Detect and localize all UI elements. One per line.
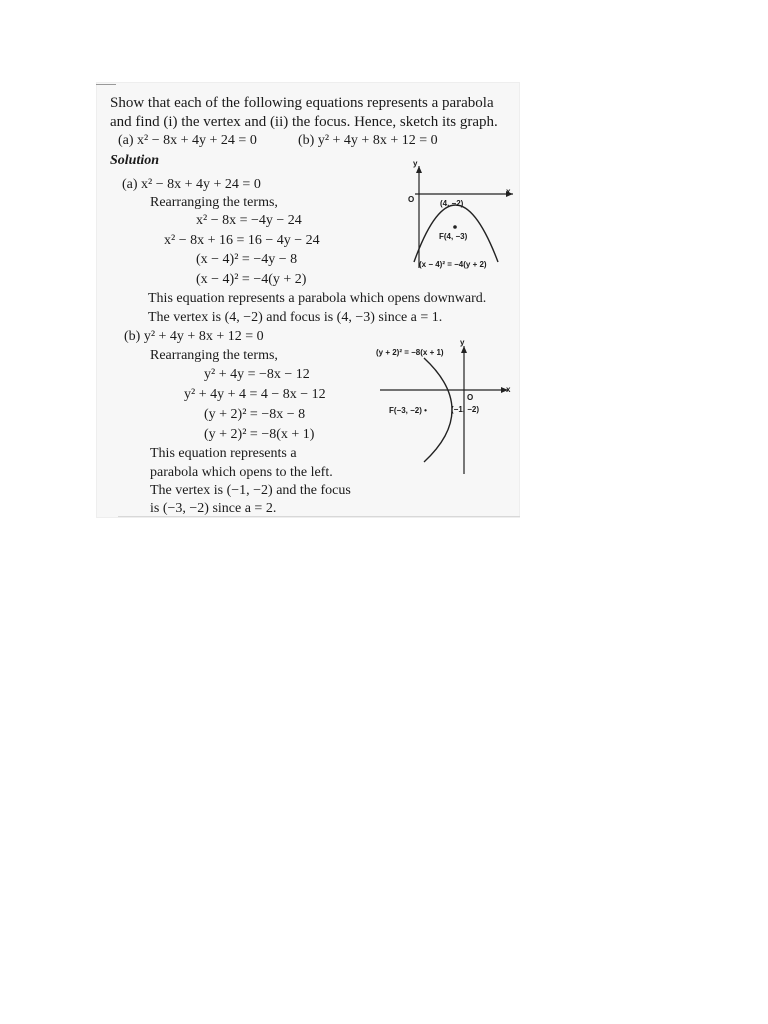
page-edge-mark (96, 84, 116, 85)
solution-b-conclusion-3: The vertex is (−1, −2) and the focus (150, 483, 351, 498)
page-bottom-edge (118, 516, 520, 517)
graph-a-focus-point (453, 225, 457, 229)
problem-part-b: (b) y² + 4y + 8x + 12 = 0 (298, 133, 438, 148)
graph-a-origin-label: O (408, 195, 415, 204)
solution-b-rearranging: Rearranging the terms, (150, 348, 278, 363)
graph-b-x-label: x (506, 385, 511, 394)
graph-a-curve-label: (x − 4)² = −4(y + 2) (419, 260, 487, 269)
solution-a-conclusion-2: The vertex is (4, −2) and focus is (4, −3) since a = 1. (148, 310, 443, 325)
problem-part-a: (a) x² − 8x + 4y + 24 = 0 (118, 133, 257, 148)
solution-label: Solution (110, 153, 160, 168)
graph-a-y-label: y (413, 159, 418, 168)
solution-b-conclusion-1: This equation represents a (150, 446, 297, 461)
solution-a-step-1: x² − 8x = −4y − 24 (196, 213, 302, 228)
graph-b-origin-label: O (467, 393, 474, 402)
solution-a-step-4: (x − 4)² = −4(y + 2) (196, 272, 307, 287)
solution-b-step-1: y² + 4y = −8x − 12 (204, 367, 310, 382)
problem-line-2: and find (i) the vertex and (ii) the focus. Hence, sketch its graph. (110, 114, 498, 130)
graph-b-y-label: y (460, 338, 465, 347)
solution-a-conclusion-1: This equation represents a parabola which opens downward. (148, 291, 487, 306)
problem-line-1: Show that each of the following equations represents a parabola (110, 95, 494, 111)
solution-b-step-2: y² + 4y + 4 = 4 − 8x − 12 (184, 387, 326, 402)
solution-b-equation: (b) y² + 4y + 8x + 12 = 0 (124, 329, 264, 344)
solution-a-rearranging: Rearranging the terms, (150, 195, 278, 210)
solution-a-step-3: (x − 4)² = −4y − 8 (196, 252, 298, 267)
graph-a-vertex-label: (4, −2) (440, 199, 464, 208)
graph-b-focus-label: F(−3, −2) • (389, 406, 427, 415)
solution-b-step-3: (y + 2)² = −8x − 8 (204, 407, 306, 422)
graph-a (388, 154, 518, 270)
solution-b-step-4: (y + 2)² = −8(x + 1) (204, 427, 315, 442)
graph-b-curve-label: (y + 2)² = −8(x + 1) (376, 348, 444, 357)
graph-b-parabola (424, 358, 452, 462)
solution-b-conclusion-2: parabola which opens to the left. (150, 465, 333, 480)
solution-b-conclusion-4: is (−3, −2) since a = 2. (150, 501, 277, 516)
graph-a-x-label: x (506, 187, 511, 196)
graph-b-y-arrow (461, 346, 467, 353)
graph-a-focus-label: F(4, −3) (439, 232, 468, 241)
solution-a-equation: (a) x² − 8x + 4y + 24 = 0 (122, 177, 261, 192)
solution-a-step-2: x² − 8x + 16 = 16 − 4y − 24 (164, 233, 320, 248)
graph-b-vertex-label: (−1, −2) (451, 405, 480, 414)
